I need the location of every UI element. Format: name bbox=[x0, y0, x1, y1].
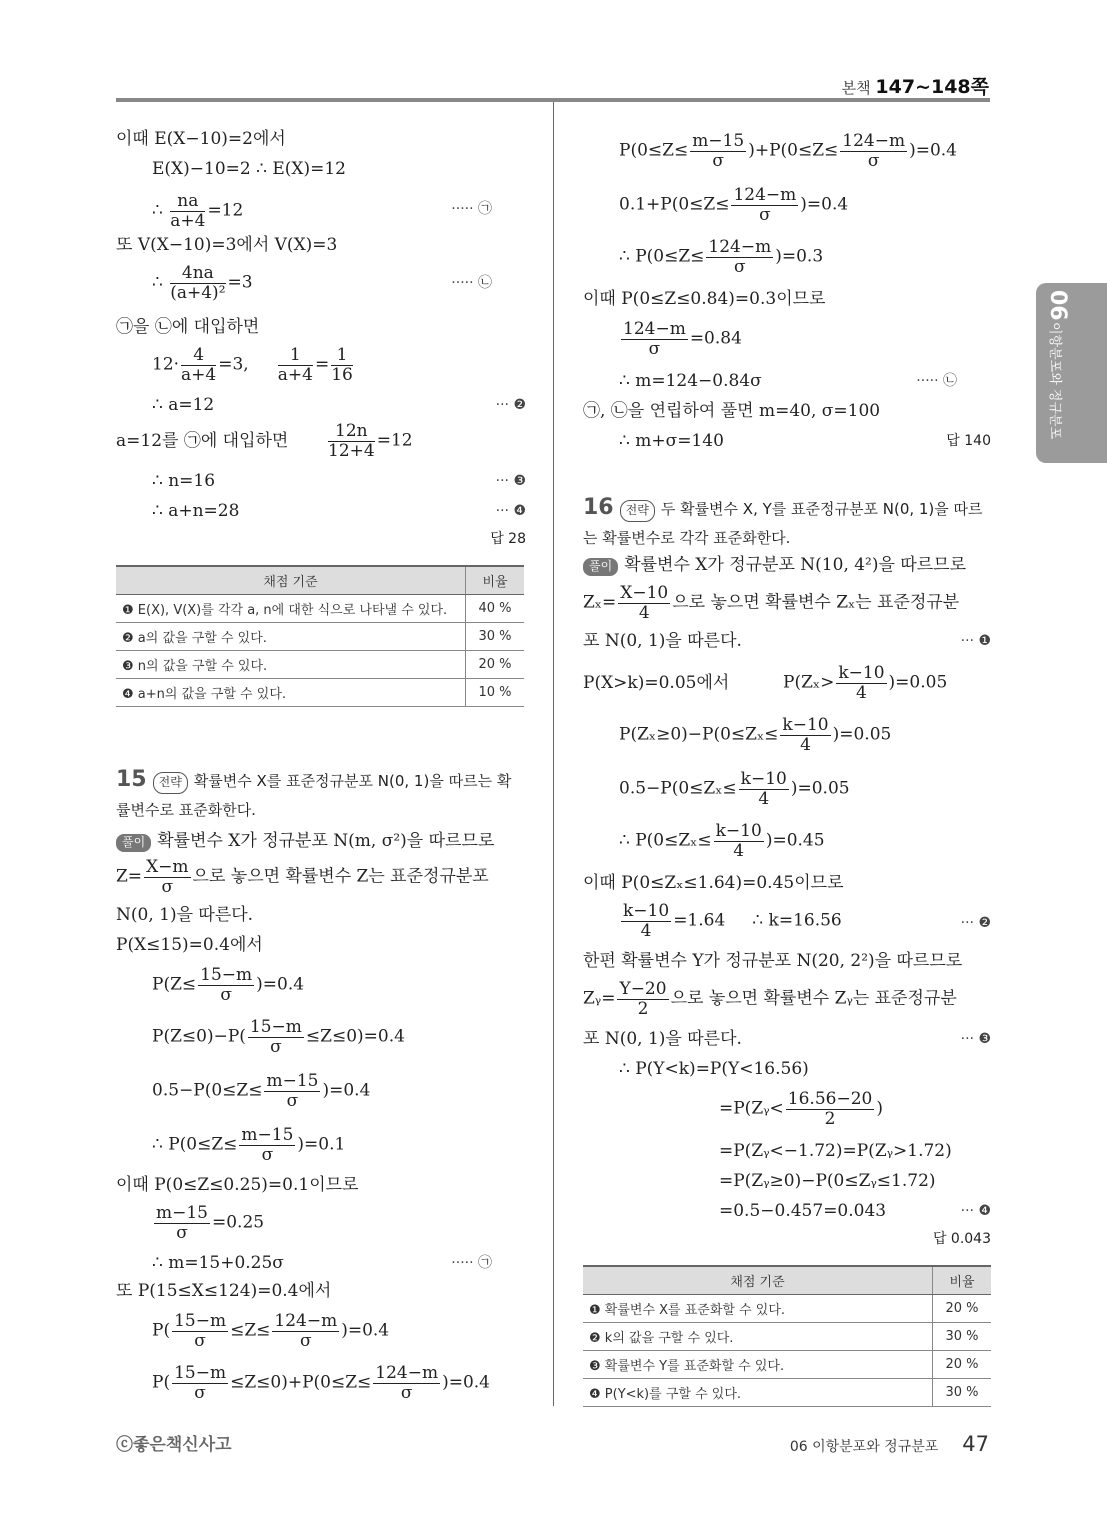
solution-line: N(0, 1)을 따른다. bbox=[116, 905, 254, 925]
text-line: ㉠을 ㉡에 대입하면 bbox=[116, 317, 260, 337]
footer-chapter: 06 이항분포와 정규분포 bbox=[789, 1439, 939, 1455]
solution-line: 포 N(0, 1)을 따른다. bbox=[583, 1029, 742, 1049]
step-mark: ··· ❷ bbox=[960, 915, 991, 931]
table-header: 채점 기준 bbox=[583, 1266, 933, 1295]
formula: Zₓ= $\frac{X-10}{4}$ 으로 놓으면 확률변수 Zₓ는 표준정규분 bbox=[583, 583, 960, 623]
text-line: 또 V(X−10)=3에서 V(X)=3 bbox=[116, 235, 338, 255]
formula: P(Zₓ≥0)−P(0≤Zₓ≤ $\frac{k-10}{4}$ )=0.05 bbox=[619, 715, 892, 755]
text-line: 이때 P(0≤Z≤0.84)=0.3이므로 bbox=[583, 289, 826, 309]
table-header: 비율 bbox=[933, 1266, 992, 1295]
formula: 0.1+P(0≤Z≤ $\frac{124-m}{\sigma}$ )=0.4 bbox=[619, 185, 849, 225]
column-divider bbox=[553, 102, 554, 1406]
formula: ∴ P(0≤Z≤ $\frac{m-15}{\sigma}$ )=0.1 bbox=[152, 1125, 346, 1165]
chapter-tab-title: 이항분포와 정규분포 bbox=[1047, 322, 1062, 440]
text-line: E(X)−10=2 ∴ E(X)=12 bbox=[152, 159, 346, 179]
equation-mark: ····· ㉡ bbox=[916, 373, 957, 389]
solution-line: 풀이 확률변수 X가 정규분포 N(10, 4²)을 따르므로 bbox=[583, 554, 966, 576]
step-mark: ··· ❷ bbox=[495, 397, 526, 413]
table-row: ❹ a+n의 값을 구할 수 있다. 10 % bbox=[116, 679, 524, 707]
formula: $\frac{k-10}{4}$ =1.64 ∴ k=16.56 bbox=[623, 901, 842, 941]
text-line: 이때 E(X−10)=2에서 bbox=[116, 129, 286, 149]
table-row: ❸ n의 값을 구할 수 있다. 20 % bbox=[116, 651, 524, 679]
step-mark: ··· ❸ bbox=[495, 473, 526, 489]
answer: 답 0.043 bbox=[932, 1231, 991, 1247]
step-mark: ··· ❹ bbox=[960, 1203, 991, 1219]
scoring-table-1 bbox=[116, 565, 524, 707]
step-mark: ··· ❶ bbox=[960, 633, 991, 649]
equation-mark: ····· ㉠ bbox=[451, 201, 492, 217]
solution-line: 이때 P(0≤Z≤0.25)=0.1이므로 bbox=[116, 1175, 359, 1195]
formula: $\frac{m-15}{\sigma}$ =0.25 bbox=[156, 1203, 265, 1243]
solution-line: ∴ m=15+0.25σ bbox=[152, 1253, 284, 1273]
text-line: ∴ a+n=28 bbox=[152, 501, 240, 521]
equation-mark: ····· ㉡ bbox=[451, 275, 492, 291]
solution-line: 한편 확률변수 Y가 정규분포 N(20, 2²)을 따르므로 bbox=[583, 951, 963, 971]
text-line: ∴ a=12 bbox=[152, 395, 215, 415]
equation-mark: ····· ㉠ bbox=[451, 1255, 492, 1271]
formula: P( $\frac{15-m}{\sigma}$ ≤Z≤ $\frac{124-m}{\sigma}$ )=0.4 bbox=[152, 1311, 390, 1351]
formula: ∴ $\frac{na}{a+4}$ =12 bbox=[152, 191, 244, 231]
formula: P(Zₓ> $\frac{k-10}{4}$ )=0.05 bbox=[783, 663, 948, 703]
table-header: 채점 기준 bbox=[116, 566, 466, 595]
publisher-logo: ⓒ좋은책신사고 bbox=[116, 1435, 232, 1455]
solution-line: 이때 P(0≤Zₓ≤1.64)=0.45이므로 bbox=[583, 873, 844, 893]
problem-strategy: 16 전략 두 확률변수 X, Y를 표준정규분포 N(0, 1)을 따르는 확률변수로 각각 표준화한다. bbox=[583, 495, 983, 548]
page-footer bbox=[790, 1432, 989, 1456]
table-row: ❷ a의 값을 구할 수 있다. 30 % bbox=[116, 623, 524, 651]
formula: =P(Zᵧ< $\frac{16.56-20}{2}$ ) bbox=[719, 1089, 883, 1129]
formula: P(0≤Z≤ $\frac{m-15}{\sigma}$ )+P(0≤Z≤ $\frac{124-m}{\sigma}$ )=0.4 bbox=[619, 131, 957, 171]
text-line: ㉠, ㉡을 연립하여 풀면 m=40, σ=100 bbox=[583, 401, 881, 421]
table-header: 비율 bbox=[466, 566, 525, 595]
step-mark: ··· ❸ bbox=[960, 1031, 991, 1047]
table-row: ❶ E(X), V(X)를 각각 a, n에 대한 식으로 나타낼 수 있다. 40 % bbox=[116, 595, 524, 623]
solution-line: =P(Zᵧ≥0)−P(0≤Zᵧ≤1.72) bbox=[719, 1171, 936, 1191]
problem-strategy: 15 전략 확률변수 X를 표준정규분포 N(0, 1)을 따르는 확률변수로 표준화한다. bbox=[116, 767, 512, 820]
header-label: 본책 bbox=[841, 79, 871, 97]
fraction: $\frac{na}{a+4}$ bbox=[170, 191, 206, 231]
scoring-table-2 bbox=[583, 1265, 991, 1407]
solution-line: 포 N(0, 1)을 따른다. bbox=[583, 631, 742, 651]
solution-line: 또 P(15≤X≤124)=0.4에서 bbox=[116, 1281, 332, 1301]
page-number: 47 bbox=[962, 1432, 989, 1456]
text-line: ∴ n=16 bbox=[152, 471, 216, 491]
table-row: ❸ 확률변수 Y를 표준화할 수 있다. 20 % bbox=[583, 1351, 991, 1379]
text-line: a=12를 ㉠에 대입하면 bbox=[116, 431, 289, 451]
table-row: ❹ P(Y<k)를 구할 수 있다. 30 % bbox=[583, 1379, 991, 1407]
formula: P(Z≤0)−P( $\frac{15-m}{\sigma}$ ≤Z≤0)=0.4 bbox=[152, 1017, 405, 1057]
formula: Zᵧ= $\frac{Y-20}{2}$ 으로 놓으면 확률변수 Zᵧ는 표준정규분 bbox=[583, 979, 957, 1019]
formula: ∴ P(0≤Zₓ≤ $\frac{k-10}{4}$ )=0.45 bbox=[619, 821, 825, 861]
solution-line: =0.5−0.457=0.043 bbox=[719, 1201, 887, 1221]
answer: 답 140 bbox=[946, 433, 991, 449]
formula: P(Z≤ $\frac{15-m}{\sigma}$ )=0.4 bbox=[152, 965, 305, 1005]
formula: 12· $\frac{4}{a+4}$ =3, $\frac{1}{a+4}$ = $\frac{1}{16}$ bbox=[152, 345, 353, 385]
formula: $\frac{124-m}{\sigma}$ =0.84 bbox=[623, 319, 742, 359]
fraction: $\frac{4na}{\text{(a+4)²}}$ bbox=[170, 263, 226, 303]
formula: Z= $\frac{X-m}{\sigma}$ 으로 놓으면 확률변수 Z는 표준정규분포 bbox=[116, 857, 489, 897]
formula: 0.5−P(0≤Z≤ $\frac{m-15}{\sigma}$ )=0.4 bbox=[152, 1071, 371, 1111]
text-line: ∴ m+σ=140 bbox=[619, 431, 724, 451]
text-line: ∴ m=124−0.84σ bbox=[619, 371, 762, 391]
table-row: ❶ 확률변수 X를 표준화할 수 있다. 20 % bbox=[583, 1295, 991, 1323]
answer: 답 28 bbox=[490, 531, 526, 547]
step-mark: ··· ❹ bbox=[495, 503, 526, 519]
formula: 0.5−P(0≤Zₓ≤ $\frac{k-10}{4}$ )=0.05 bbox=[619, 769, 850, 809]
solution-line: ∴ P(Y<k)=P(Y<16.56) bbox=[619, 1059, 809, 1079]
formula: $\frac{12n}{12+4}$ =12 bbox=[328, 421, 413, 461]
table-row: ❷ k의 값을 구할 수 있다. 30 % bbox=[583, 1323, 991, 1351]
solution-line: P(X>k)=0.05에서 bbox=[583, 673, 730, 693]
solution-line: P(X≤15)=0.4에서 bbox=[116, 935, 263, 955]
chapter-tab-number: 06 bbox=[1045, 290, 1070, 321]
solution-line: =P(Zᵧ<−1.72)=P(Zᵧ>1.72) bbox=[719, 1141, 952, 1161]
header-pages: 147~148쪽 bbox=[875, 76, 989, 98]
formula: ∴ $\frac{4na}{\text{(a+4)²}}$ =3 bbox=[152, 263, 253, 303]
formula: P( $\frac{15-m}{\sigma}$ ≤Z≤0)+P(0≤Z≤ $\frac{124-m}{\sigma}$ )=0.4 bbox=[152, 1363, 490, 1403]
formula: ∴ P(0≤Z≤ $\frac{124-m}{\sigma}$ )=0.3 bbox=[619, 237, 824, 277]
page-header bbox=[842, 72, 989, 99]
solution-line: 풀이 확률변수 X가 정규분포 N(m, σ²)을 따르므로 bbox=[116, 830, 494, 852]
